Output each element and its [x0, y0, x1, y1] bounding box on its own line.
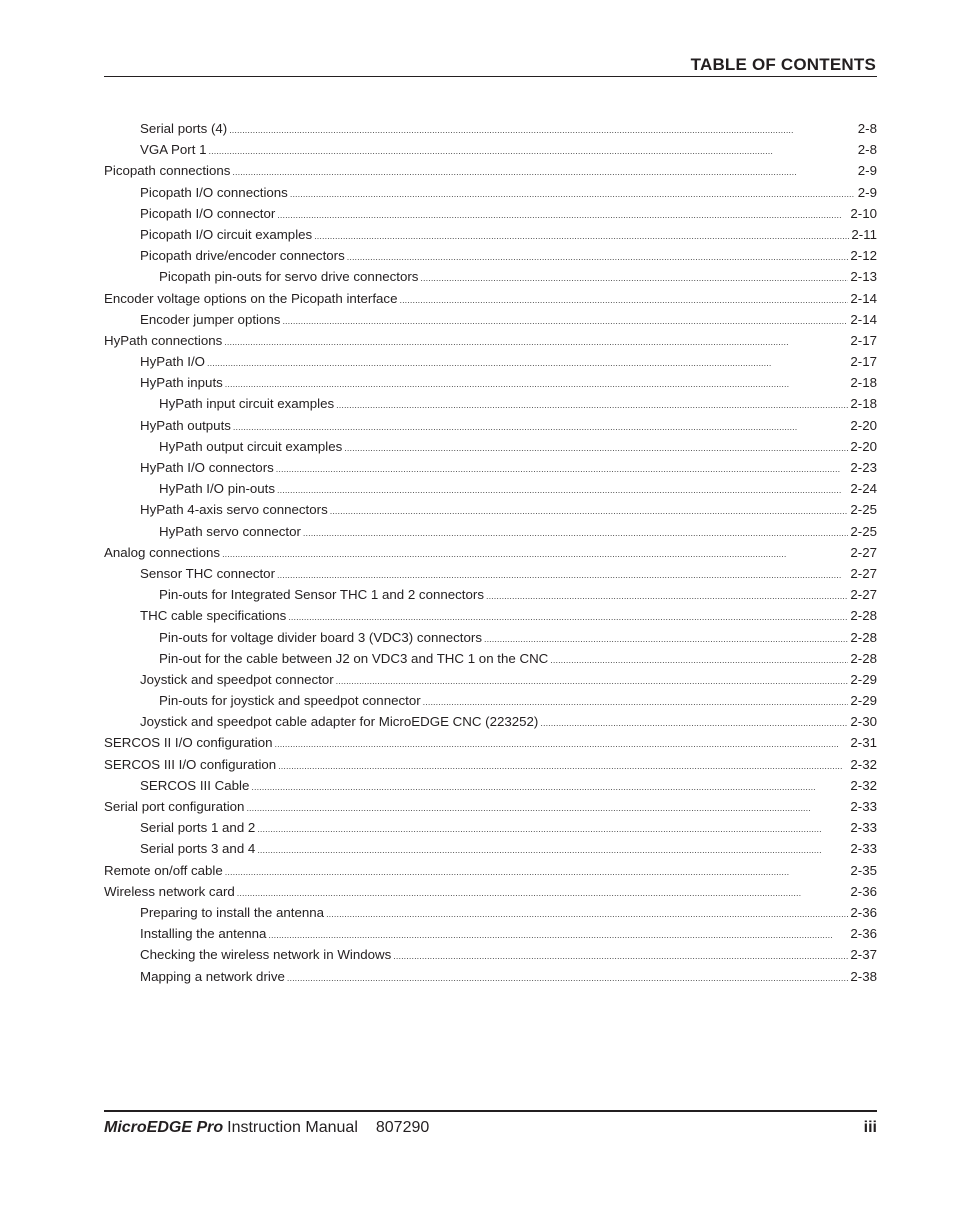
- toc-entry-title: Preparing to install the antenna: [140, 904, 325, 920]
- toc-entry-title: Serial ports (4): [140, 121, 228, 136]
- toc-entry-title: Picopath pin-outs for servo drive connectors: [159, 269, 419, 285]
- toc-entry[interactable]: [104, 393, 877, 414]
- toc-dot-leader: [233, 417, 848, 438]
- toc-dot-leader: [268, 925, 848, 946]
- toc-entry-page: 2-37: [850, 947, 877, 963]
- toc-entry-title: Installing the antenna: [140, 926, 267, 942]
- toc-dot-leader: [222, 544, 848, 565]
- toc-entry[interactable]: [104, 224, 877, 245]
- toc-entry-title: Picopath drive/encoder connectors: [140, 248, 345, 264]
- toc-entry[interactable]: [104, 415, 877, 436]
- toc-dot-leader: [277, 480, 848, 501]
- table-of-contents: [104, 118, 877, 987]
- toc-entry-title: Mapping a network drive: [140, 968, 285, 984]
- toc-entry-page: 2-12: [850, 248, 877, 264]
- toc-entry[interactable]: [104, 499, 877, 520]
- toc-entry[interactable]: [104, 775, 877, 796]
- toc-entry-title: Pin-outs for Integrated Sensor THC 1 and 2 connectors: [159, 587, 484, 603]
- toc-dot-leader: [277, 565, 848, 586]
- toc-dot-leader: [257, 819, 848, 840]
- toc-entry[interactable]: [104, 711, 877, 732]
- toc-entry-title: Serial ports 3 and 4: [140, 841, 256, 857]
- toc-entry-title: Pin-outs for voltage divider board 3 (VDC3) connectors: [159, 629, 482, 645]
- toc-dot-leader: [330, 501, 849, 522]
- toc-entry-title: Picopath I/O connector: [140, 205, 276, 221]
- toc-dot-leader: [344, 438, 848, 459]
- toc-entry-title: Wireless network card: [104, 883, 235, 899]
- toc-entry-page: 2-32: [850, 777, 877, 793]
- toc-dot-leader: [303, 523, 848, 544]
- toc-entry-title: Encoder jumper options: [140, 311, 281, 327]
- toc-entry[interactable]: [104, 944, 877, 965]
- toc-entry[interactable]: [104, 881, 877, 902]
- toc-dot-leader: [287, 968, 849, 989]
- footer-rule: [104, 1110, 877, 1112]
- toc-entry[interactable]: [104, 605, 877, 626]
- toc-entry[interactable]: [104, 817, 877, 838]
- toc-entry[interactable]: [104, 182, 877, 203]
- toc-entry-page: 2-27: [850, 565, 877, 581]
- toc-dot-leader: [209, 141, 856, 162]
- toc-entry-page: 2-28: [850, 608, 877, 624]
- footer-page-number: iii: [863, 1119, 877, 1136]
- toc-entry[interactable]: [104, 521, 877, 542]
- toc-entry-title: Pin-outs for joystick and speedpot connector: [159, 693, 421, 709]
- toc-dot-leader: [540, 713, 848, 734]
- toc-entry-page: 2-17: [850, 332, 877, 348]
- toc-entry-page: 2-36: [850, 883, 877, 899]
- toc-entry[interactable]: [104, 860, 877, 881]
- toc-entry-title: HyPath connections: [104, 332, 223, 348]
- toc-dot-leader: [399, 290, 848, 311]
- toc-entry[interactable]: [104, 288, 877, 309]
- toc-entry-title: HyPath I/O connectors: [140, 460, 274, 475]
- toc-entry-page: 2-28: [850, 650, 877, 666]
- toc-entry-page: 2-30: [850, 714, 877, 730]
- toc-entry-page: 2-18: [850, 396, 877, 412]
- toc-entry-page: 2-10: [850, 205, 877, 221]
- toc-entry-page: 2-11: [851, 226, 877, 242]
- toc-entry-page: 2-33: [850, 841, 877, 857]
- footer-manual-title: Instruction Manual: [227, 1119, 358, 1136]
- toc-entry[interactable]: [104, 796, 877, 817]
- toc-entry-page: 2-9: [857, 184, 877, 200]
- toc-entry[interactable]: [104, 966, 877, 987]
- toc-dot-leader: [484, 629, 848, 650]
- toc-entry-page: 2-33: [850, 799, 877, 814]
- toc-dot-leader: [232, 162, 855, 183]
- header-rule: [104, 76, 877, 77]
- toc-entry-title: HyPath output circuit examples: [159, 438, 343, 454]
- toc-entry-page: 2-18: [850, 375, 877, 391]
- toc-entry-title: SERCOS II I/O configuration: [104, 735, 273, 751]
- toc-entry-page: 2-23: [850, 460, 877, 475]
- toc-entry-page: 2-24: [850, 481, 877, 497]
- toc-entry[interactable]: [104, 732, 877, 753]
- toc-entry-page: 2-25: [850, 502, 877, 518]
- toc-entry[interactable]: [104, 584, 877, 605]
- toc-entry-title: HyPath 4-axis servo connectors: [140, 502, 328, 518]
- toc-entry[interactable]: [104, 627, 877, 648]
- toc-entry[interactable]: [104, 330, 877, 351]
- toc-entry-title: Encoder voltage options on the Picopath interface: [104, 290, 398, 306]
- toc-entry-page: 2-14: [850, 290, 877, 306]
- toc-entry-title: SERCOS III Cable: [140, 777, 250, 793]
- toc-dot-leader: [486, 586, 848, 607]
- toc-entry-title: THC cable specifications: [140, 608, 287, 624]
- toc-dot-leader: [336, 671, 849, 692]
- toc-entry-title: Serial ports 1 and 2: [140, 820, 256, 836]
- toc-entry-page: 2-35: [850, 862, 877, 878]
- toc-entry-page: 2-20: [850, 438, 877, 454]
- toc-entry-title: Picopath connections: [104, 163, 231, 179]
- toc-entry[interactable]: [104, 309, 877, 330]
- toc-dot-leader: [420, 268, 848, 289]
- toc-dot-leader: [278, 756, 848, 777]
- toc-entry-title: SERCOS III I/O configuration: [104, 756, 277, 772]
- toc-dot-leader: [393, 946, 848, 967]
- toc-entry[interactable]: [104, 457, 877, 478]
- toc-entry-title: HyPath input circuit examples: [159, 396, 335, 412]
- toc-dot-leader: [347, 247, 849, 268]
- toc-dot-leader: [314, 226, 849, 247]
- toc-entry-page: 2-13: [850, 269, 877, 285]
- page-header-title: TABLE OF CONTENTS: [690, 55, 876, 74]
- toc-entry-title: HyPath servo connector: [159, 523, 301, 539]
- toc-entry-title: Serial port configuration: [104, 799, 245, 814]
- toc-entry[interactable]: [104, 563, 877, 584]
- toc-dot-leader: [246, 798, 848, 819]
- toc-entry-page: 2-25: [850, 523, 877, 539]
- toc-entry[interactable]: [104, 648, 877, 669]
- toc-entry-page: 2-14: [850, 311, 877, 327]
- page-footer: [104, 1119, 877, 1141]
- toc-entry-page: 2-9: [857, 163, 877, 179]
- toc-entry-page: 2-8: [857, 142, 877, 158]
- toc-dot-leader: [423, 692, 849, 713]
- toc-dot-leader: [207, 353, 848, 374]
- toc-dot-leader: [326, 904, 848, 925]
- toc-entry[interactable]: [104, 436, 877, 457]
- toc-entry-title: HyPath I/O pin-outs: [159, 481, 276, 497]
- toc-entry-page: 2-20: [850, 417, 877, 433]
- toc-entry[interactable]: [104, 754, 877, 775]
- toc-entry-title: Picopath I/O connections: [140, 184, 288, 200]
- toc-entry[interactable]: [104, 838, 877, 859]
- toc-entry-title: HyPath I/O: [140, 354, 206, 370]
- toc-dot-leader: [288, 607, 848, 628]
- toc-entry-title: Joystick and speedpot cable adapter for MicroEDGE CNC (223252): [140, 714, 539, 730]
- toc-entry[interactable]: [104, 266, 877, 287]
- toc-dot-leader: [336, 395, 848, 416]
- toc-entry-page: 2-17: [850, 354, 877, 370]
- toc-entry[interactable]: [104, 351, 877, 372]
- toc-entry-title: VGA Port 1: [140, 142, 207, 158]
- toc-entry-title: Analog connections: [104, 544, 221, 560]
- toc-entry[interactable]: [104, 372, 877, 393]
- toc-dot-leader: [550, 650, 848, 671]
- toc-entry-page: 2-8: [857, 121, 877, 136]
- toc-entry-title: Pin-out for the cable between J2 on VDC3 and THC 1 on the CNC: [159, 650, 549, 666]
- toc-dot-leader: [229, 120, 856, 141]
- toc-entry-page: 2-28: [850, 629, 877, 645]
- toc-dot-leader: [225, 374, 849, 395]
- toc-entry[interactable]: [104, 139, 877, 160]
- toc-entry-page: 2-36: [850, 904, 877, 920]
- toc-entry-title: Joystick and speedpot connector: [140, 671, 334, 687]
- toc-dot-leader: [290, 184, 856, 205]
- toc-entry[interactable]: [104, 690, 877, 711]
- toc-entry-page: 2-38: [850, 968, 877, 984]
- toc-dot-leader: [276, 459, 849, 480]
- toc-entry-title: Remote on/off cable: [104, 862, 223, 878]
- toc-entry[interactable]: [104, 203, 877, 224]
- toc-entry-page: 2-36: [850, 926, 877, 942]
- toc-dot-leader: [257, 840, 848, 861]
- toc-entry[interactable]: [104, 478, 877, 499]
- toc-dot-leader: [237, 883, 849, 904]
- toc-entry-page: 2-32: [850, 756, 877, 772]
- toc-dot-leader: [224, 332, 848, 353]
- footer-brand: MicroEDGE Pro: [104, 1119, 224, 1136]
- toc-dot-leader: [277, 205, 848, 226]
- toc-entry-page: 2-27: [850, 587, 877, 603]
- toc-entry-title: HyPath inputs: [140, 375, 223, 391]
- toc-entry[interactable]: [104, 669, 877, 690]
- toc-dot-leader: [275, 734, 849, 755]
- toc-entry-page: 2-29: [850, 693, 877, 709]
- toc-entry-page: 2-33: [850, 820, 877, 836]
- toc-dot-leader: [282, 311, 848, 332]
- toc-entry-page: 2-29: [850, 671, 877, 687]
- toc-entry[interactable]: [104, 923, 877, 944]
- toc-entry[interactable]: [104, 902, 877, 923]
- toc-entry[interactable]: [104, 245, 877, 266]
- toc-entry[interactable]: [104, 542, 877, 563]
- toc-entry-page: 2-31: [850, 735, 877, 751]
- toc-dot-leader: [251, 777, 848, 798]
- toc-entry-title: Sensor THC connector: [140, 565, 276, 581]
- toc-entry-title: Picopath I/O circuit examples: [140, 226, 313, 242]
- toc-entry-title: HyPath outputs: [140, 417, 231, 433]
- toc-entry-page: 2-27: [850, 544, 877, 560]
- toc-dot-leader: [225, 862, 849, 883]
- toc-entry[interactable]: [104, 118, 877, 139]
- toc-entry-title: Checking the wireless network in Windows: [140, 947, 392, 963]
- toc-entry[interactable]: [104, 160, 877, 181]
- footer-part-number: 807290: [375, 1119, 430, 1136]
